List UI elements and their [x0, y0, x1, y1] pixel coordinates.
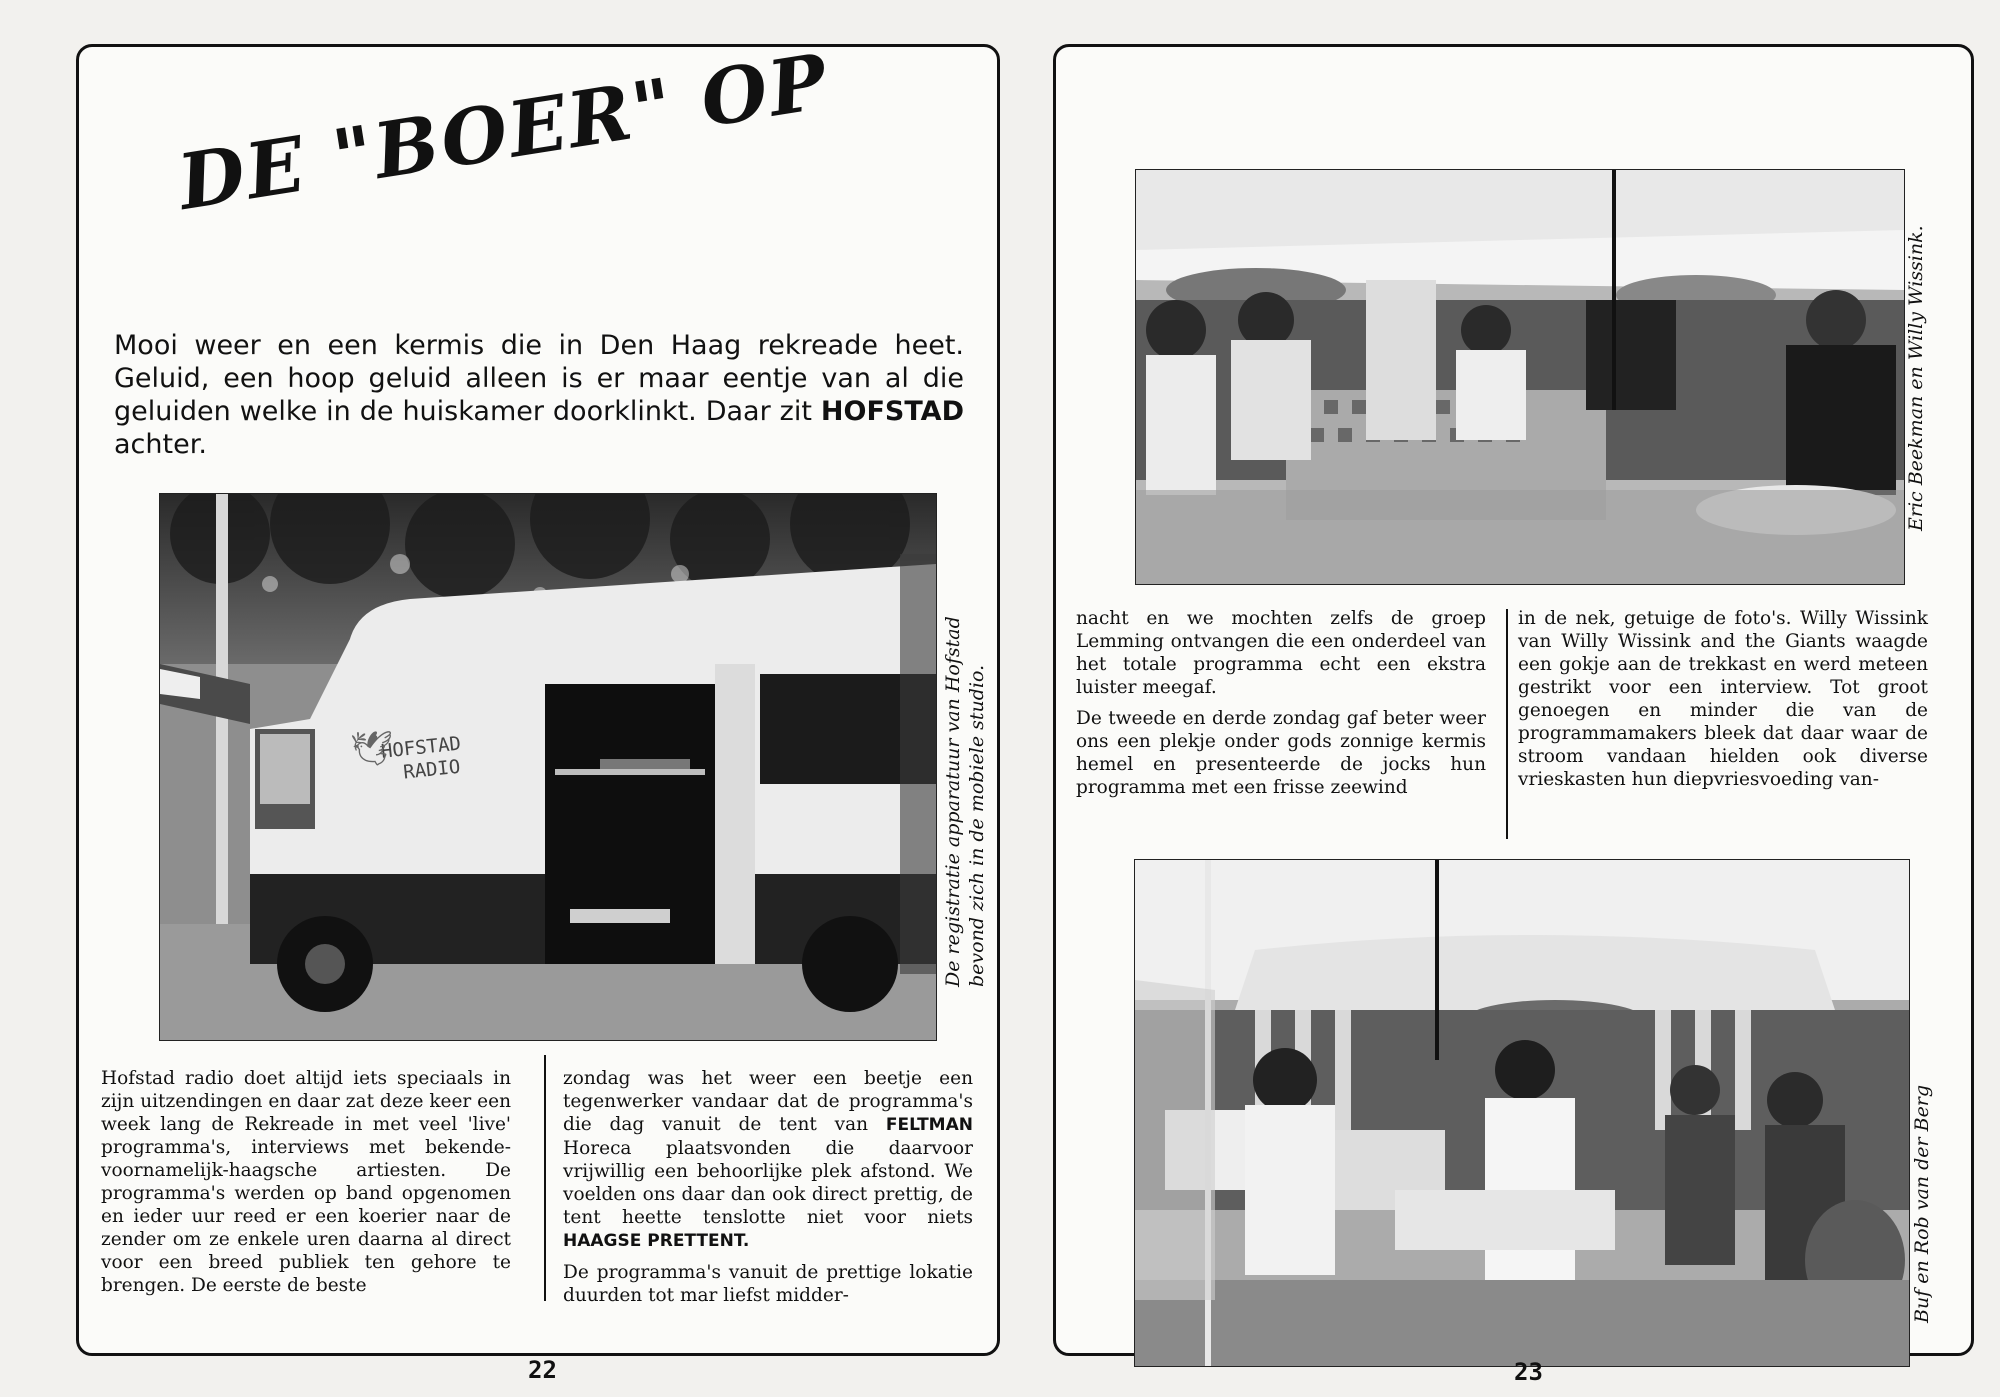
intro-tail: achter. [114, 429, 207, 460]
left-page [76, 36, 1000, 1356]
studio-photo-bottom [1134, 859, 1910, 1367]
column-divider [544, 1055, 546, 1301]
left-column-2 [563, 1067, 973, 1315]
headline: DE "BOER" OP [172, 36, 835, 227]
left-col2-bold1: FELTMAN [885, 1115, 973, 1135]
intro-bold: HOFSTAD [820, 396, 964, 427]
right-page [1053, 44, 1974, 1356]
right-column-1 [1076, 607, 1486, 807]
studio-photo-bottom-caption: Buf en Rob van der Berg [1911, 1084, 1933, 1323]
page-number-left: 22 [528, 1356, 557, 1384]
studio-photo-bottom-image [1135, 860, 1909, 1366]
left-col2-bold2: HAAGSE PRETTENT. [563, 1231, 750, 1251]
studio-photo-top-image [1136, 170, 1904, 584]
right-col2-text: in de nek, getuige de foto's. Willy Wissink van Willy Wissink and the Giants waagde een gokje aan de trekkast en werd meteen gestrikt voor een interview. Tot groot genoegen en minder die van de programmamakers bleek dat daar waar de stroom vandaan hielden ook diverse vrieskasten hun diepvriesvoeding van- [1518, 608, 1928, 790]
right-column-2 [1518, 607, 1928, 799]
left-column-1 [101, 1067, 511, 1305]
left-col1-text: Hofstad radio doet altijd iets speciaals in zijn uitzendingen en daar zat deze keer een week lang de Rekreade in met veel 'live' programma's, interviews met bekende-voornamelijk-haagsche artiesten. De programma's werden op band opgenomen en ieder uur reed er een koerier naar de zender om ze enkele uren daarna al direct voor een breed publiek ten gehore te brengen. De eerste de beste [101, 1068, 511, 1296]
left-col2-p1b: Horeca plaatsvonden die daarvoor vrijwillig een behoorlijke plek afstond. We voelden ons daar dan ook direct prettig, de tent heette tenslotte niet voor niets [563, 1138, 973, 1228]
van-caption-line1: De registratie apparatuur van Hofstad [942, 616, 964, 987]
van-sign-line2: RADIO [402, 755, 462, 784]
column-divider [1506, 609, 1508, 839]
page-number-right: 23 [1514, 1358, 1543, 1386]
intro-text: Mooi weer en een kermis die in Den Haag rekreade heet. Geluid, een hoop geluid alleen is er maar eentje van al die geluiden welke in de huiskamer doorklinkt. Daar zit [114, 330, 964, 427]
van-photo-caption [941, 616, 989, 987]
studio-photo-top [1135, 169, 1905, 585]
van-sign-line1: HOFSTAD [379, 732, 462, 763]
van-photo-image [160, 494, 936, 1040]
van-caption-line2: bevond zich in de mobiele studio. [966, 664, 988, 987]
intro-paragraph [114, 329, 964, 461]
studio-photo-top-caption: Eric Beekman en Willy Wissink. [1905, 225, 1927, 531]
left-col2-p1a: zondag was het weer een beetje een tegenwerker vandaar dat de programma's die dag vanuit de tent van [563, 1068, 973, 1135]
right-col1-para1: nacht en we mochten zelfs de groep Lemming ontvangen die een onderdeel van het totale programma echt een ekstra luister meegaf. [1076, 608, 1486, 698]
bird-logo-icon: 🕊 [350, 729, 394, 769]
left-col2-para2: De programma's vanuit de prettige lokatie duurden tot mar liefst midder- [563, 1262, 973, 1306]
van-photo [159, 493, 937, 1041]
left-col2-para1 [563, 1067, 973, 1253]
right-col1-para2: De tweede en derde zondag gaf beter weer ons een plekje onder gods zonnige kermis hemel en presenteerde de jocks hun programma met een frisse zeewind [1076, 708, 1486, 798]
